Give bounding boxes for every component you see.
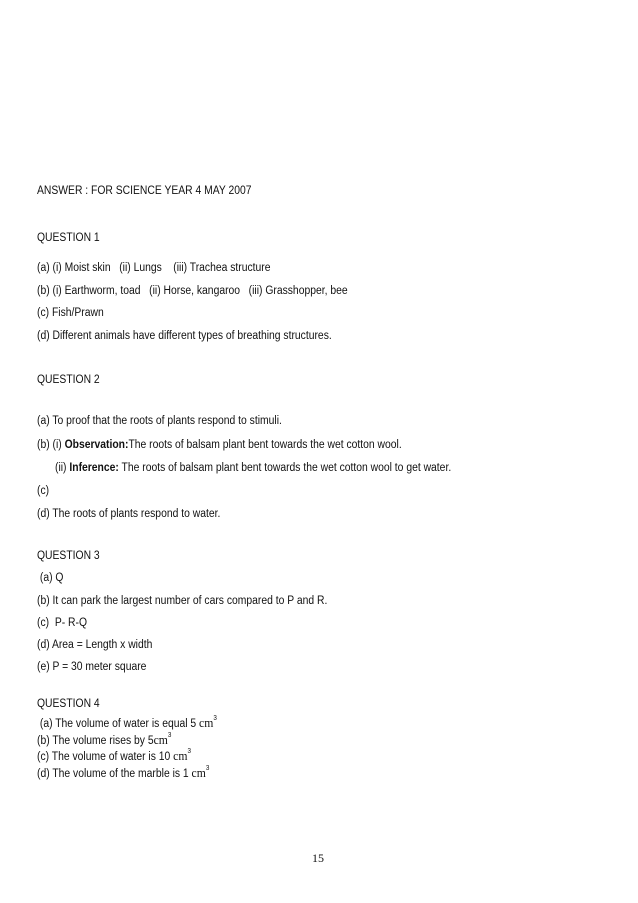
q4-a-text: (a) The volume of water is equal 5 bbox=[37, 718, 200, 730]
q1-answer-b: (b) (i) Earthworm, toad (ii) Horse, kangaroo (iii) Grasshopper, bee bbox=[37, 285, 348, 297]
q2-answer-a: (a) To proof that the roots of plants respond to stimuli. bbox=[37, 415, 282, 427]
observation-label: Observation: bbox=[64, 439, 129, 451]
unit-cm: cm bbox=[153, 732, 168, 747]
q1-answer-c: (c) Fish/Prawn bbox=[37, 307, 104, 319]
unit-exponent: 3 bbox=[213, 715, 217, 722]
unit-exponent: 3 bbox=[205, 765, 210, 772]
page-number: 15 bbox=[312, 851, 324, 865]
inference-label: Inference: bbox=[69, 462, 119, 474]
question-1-heading: QUESTION 1 bbox=[37, 232, 100, 244]
q3-answer-e: (e) P = 30 meter square bbox=[37, 661, 147, 673]
question-3-heading: QUESTION 3 bbox=[37, 550, 100, 562]
inference-text: The roots of balsam plant bent towards the wet cotton wool to get water. bbox=[118, 462, 452, 474]
unit-cm: cm bbox=[191, 765, 206, 780]
q4-c-text: (c) The volume of water is 10 bbox=[37, 751, 174, 763]
unit-exponent: 3 bbox=[187, 748, 191, 755]
q2-answer-d: (d) The roots of plants respond to water. bbox=[37, 508, 221, 520]
q2-b-i-prefix: (b) (i) bbox=[37, 439, 65, 451]
q3-answer-d: (d) Area = Length x width bbox=[37, 639, 153, 651]
q4-answer-d bbox=[37, 762, 209, 781]
question-4-heading: QUESTION 4 bbox=[37, 698, 100, 710]
q3-answer-b: (b) It can park the largest number of cars compared to P and R. bbox=[37, 595, 328, 607]
q2-answer-c: (c) bbox=[37, 485, 50, 497]
q3-answer-c: (c) P- R-Q bbox=[37, 617, 88, 629]
question-2-heading: QUESTION 2 bbox=[37, 374, 100, 386]
unit-cm: cm bbox=[199, 715, 214, 730]
q4-d-text: (d) The volume of the marble is 1 bbox=[37, 768, 192, 780]
q4-b-text: (b) The volume rises by 5 bbox=[37, 735, 154, 747]
q3-answer-a: (a) Q bbox=[37, 572, 64, 584]
q2-answer-b-ii bbox=[55, 461, 451, 475]
unit-exponent: 3 bbox=[167, 732, 172, 739]
observation-text: The roots of balsam plant bent towards the wet cotton wool. bbox=[128, 439, 402, 451]
q1-answer-d: (d) Different animals have different types of breathing structures. bbox=[37, 330, 332, 342]
q2-b-ii-prefix: (ii) bbox=[55, 462, 70, 474]
q1-answer-a: (a) (i) Moist skin (ii) Lungs (iii) Trachea structure bbox=[37, 262, 271, 274]
unit-cm: cm bbox=[173, 748, 188, 763]
q2-answer-b-i bbox=[37, 438, 402, 452]
page-title: ANSWER : FOR SCIENCE YEAR 4 MAY 2007 bbox=[37, 185, 252, 197]
